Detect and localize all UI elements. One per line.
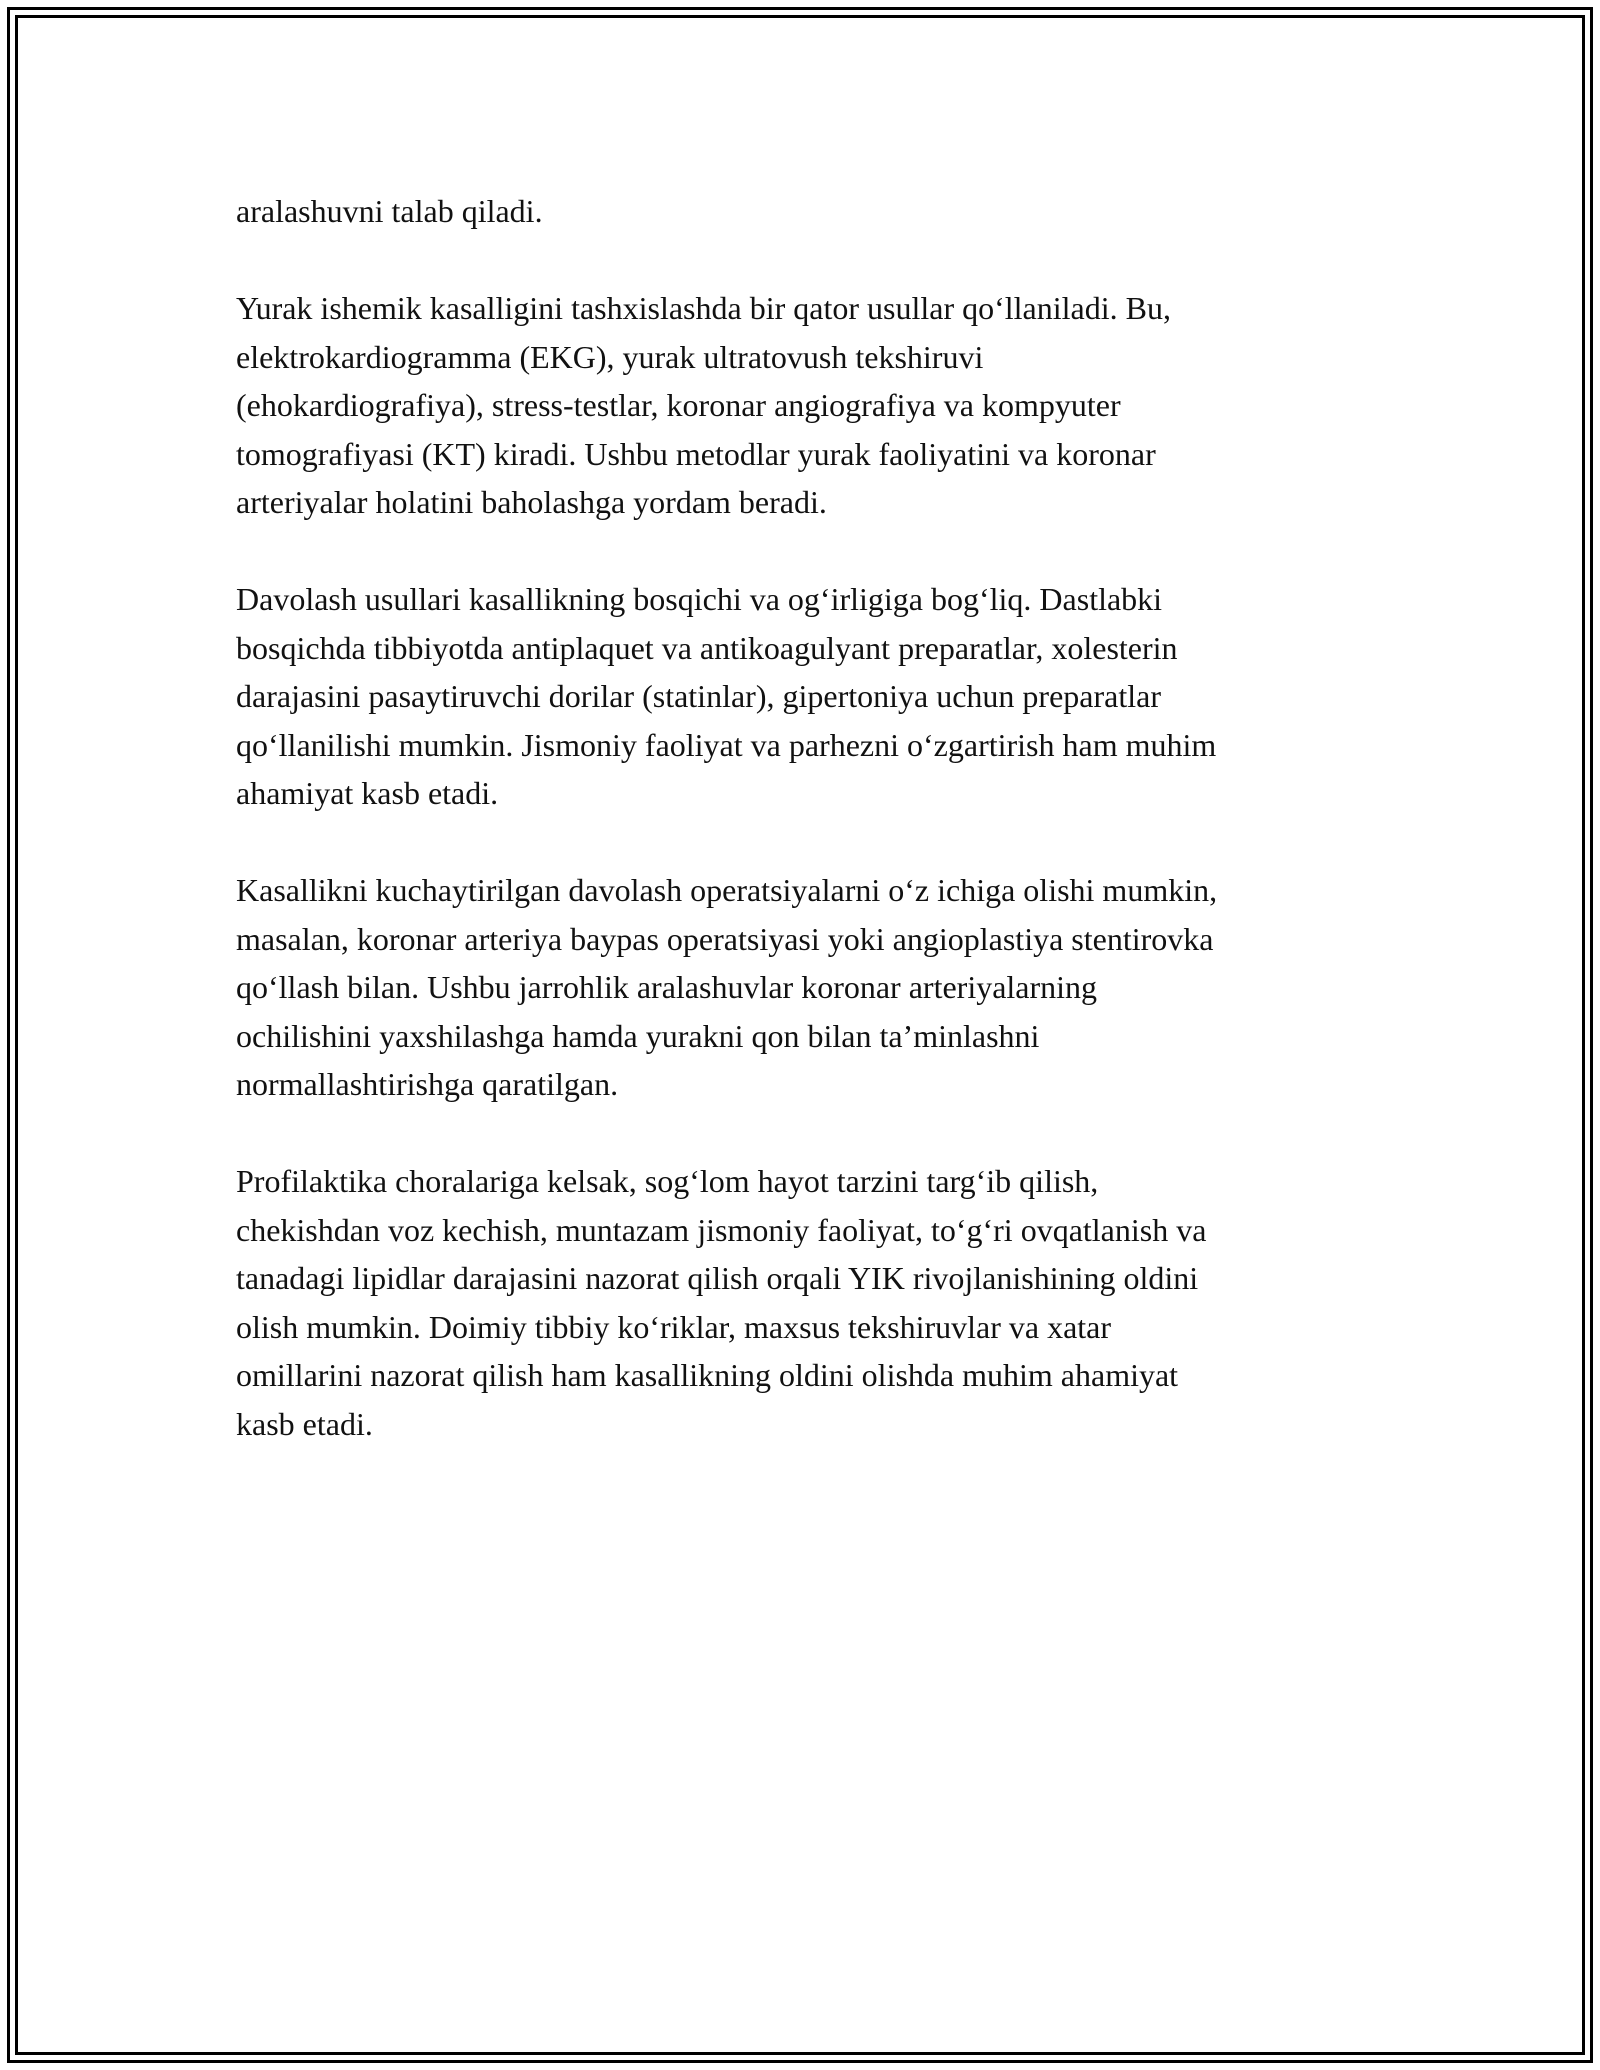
text-line: ahamiyat kasb etadi. xyxy=(236,775,499,811)
paragraph-1 xyxy=(236,187,1366,236)
text-line: Kasallikni kuchaytirilgan davolash operatsiyalarni o‘z ichiga olishi mumkin, xyxy=(236,872,1218,908)
text-line: qo‘llanilishi mumkin. Jismoniy faoliyat va parhezni o‘zgartirish ham muhim xyxy=(236,726,1217,763)
text-line: aralashuvni talab qiladi. xyxy=(236,193,543,229)
text-line: chekishdan voz kechish, muntazam jismoniy faoliyat, to‘g‘ri ovqatlanish va xyxy=(236,1211,1207,1248)
text-line: olish mumkin. Doimiy tibbiy ko‘riklar, maxsus tekshiruvlar va xatar xyxy=(236,1308,1112,1345)
text-line: qo‘llash bilan. Ushbu jarrohlik aralashuvlar koronar arteriyalarning xyxy=(236,969,1098,1005)
text-line: Yurak ishemik kasalligini tashxislashda bir qator usullar qo‘llaniladi. Bu, xyxy=(236,290,1171,326)
text-line: elektrokardiogramma (EKG), yurak ultratovush tekshiruvi xyxy=(236,338,984,375)
paragraph-4 xyxy=(236,866,1366,1109)
text-line: kasb etadi. xyxy=(236,1405,373,1442)
text-line: normallashtirishga qaratilgan. xyxy=(236,1066,619,1102)
paragraph-2 xyxy=(236,284,1366,527)
text-line: ochilishini yaxshilashga hamda yurakni qon bilan ta’minlashni xyxy=(236,1017,1040,1054)
text-line: tomografiyasi (KT) kiradi. Ushbu metodlar yurak faoliyatini va koronar xyxy=(236,435,1156,472)
text-line: (ehokardiografiya), stress-testlar, koronar angiografiya va kompyuter xyxy=(236,387,1121,423)
text-line: bosqichda tibbiyotda antiplaquet va antikoagulyant preparatlar, xolesterin xyxy=(236,629,1178,666)
text-line: arteriyalar holatini baholashga yordam beradi. xyxy=(236,484,827,520)
paragraph-3 xyxy=(236,575,1366,818)
text-line: darajasini pasaytiruvchi dorilar (statinlar), gipertoniya uchun preparatlar xyxy=(236,678,1161,714)
text-line: Profilaktika choralariga kelsak, sog‘lom hayot tarzini targ‘ib qilish, xyxy=(236,1163,1099,1199)
text-line: Davolash usullari kasallikning bosqichi va og‘irligiga bog‘liq. Dastlabki xyxy=(236,581,1163,617)
text-line: masalan, koronar arteriya baypas operatsiyasi yoki angioplastiya stentirovka xyxy=(236,920,1214,957)
document-body xyxy=(236,187,1366,1497)
text-line: omillarini nazorat qilish ham kasallikning oldini olishda muhim ahamiyat xyxy=(236,1357,1179,1393)
paragraph-5 xyxy=(236,1157,1366,1448)
text-line: tanadagi lipidlar darajasini nazorat qilish orqali YIK rivojlanishining oldini xyxy=(236,1260,1199,1296)
